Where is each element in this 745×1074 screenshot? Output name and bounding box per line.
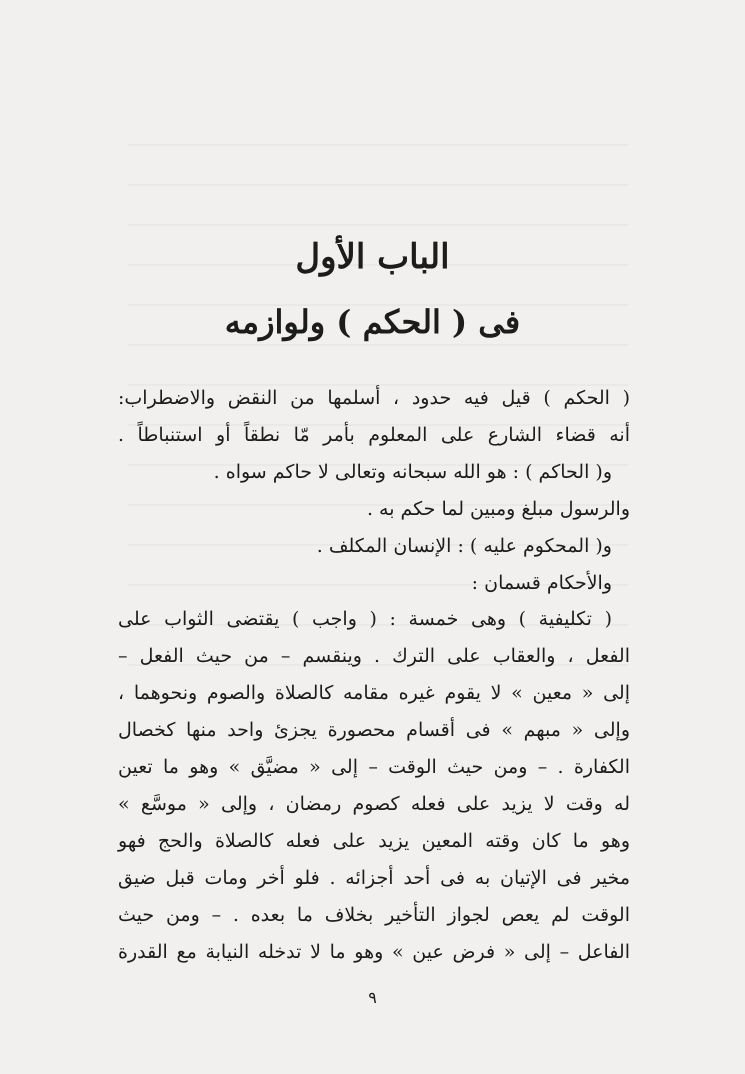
text-line: الفاعل – إلى « فرض عين » وهو ما لا تدخله النيابة مع القدرة <box>118 940 630 963</box>
text-line: وإلى « مبهم » فى أقسام محصورة يجزئ واحد منها كخصال <box>118 719 630 742</box>
text-line: الوقت لم يعص لجواز التأخير بخلاف ما بعده . – ومن حيث <box>118 903 630 926</box>
text-line: الكفارة . – ومن حيث الوقت – إلى « مضيَّق » وهو ما تعين <box>118 756 630 779</box>
body-text <box>118 380 630 971</box>
chapter-title: الباب الأول <box>295 237 450 277</box>
chapter-subtitle: فى ( الحكم ) ولوازمه <box>224 303 521 341</box>
text-line: له وقت لا يزيد على فعله كصوم رمضان ، وإلى « موسَّع » <box>118 792 630 815</box>
text-line: ( الحكم ) قيل فيه حدود ، أسلمها من النقض والاضطراب: <box>118 387 630 409</box>
text-line: الفعل ، والعقاب على الترك . وينقسم – من حيث الفعل – <box>118 645 630 668</box>
text-line: إلى « معين » لا يقوم غيره مقامه كالصلاة والصوم ونحوهما ، <box>118 682 630 705</box>
text-line: وهو ما كان وقته المعين يزيد على فعله كالصلاة والحج فهو <box>118 829 630 852</box>
text-line: والأحكام قسمان : <box>471 571 612 594</box>
text-line: والرسول مبلغ ومبين لما حكم به . <box>366 497 630 520</box>
text-line: مخير فى الإتيان به فى أحد أجزائه . فلو أخر ومات قبل ضيق <box>118 866 630 889</box>
text-line: و( المحكوم عليه ) : الإنسان المكلف . <box>316 534 612 557</box>
page-number: ٩ <box>368 988 377 1007</box>
text-line: و( الحاكم ) : هو الله سبحانه وتعالى لا حاكم سواه . <box>213 460 612 483</box>
text-line: ( تكليفية ) وهى خمسة : ( واجب ) يقتضى الثواب على <box>118 608 612 631</box>
text-line: أنه قضاء الشارع على المعلوم بأمر مّا نطقاً أو استنباطاً . <box>118 423 630 446</box>
